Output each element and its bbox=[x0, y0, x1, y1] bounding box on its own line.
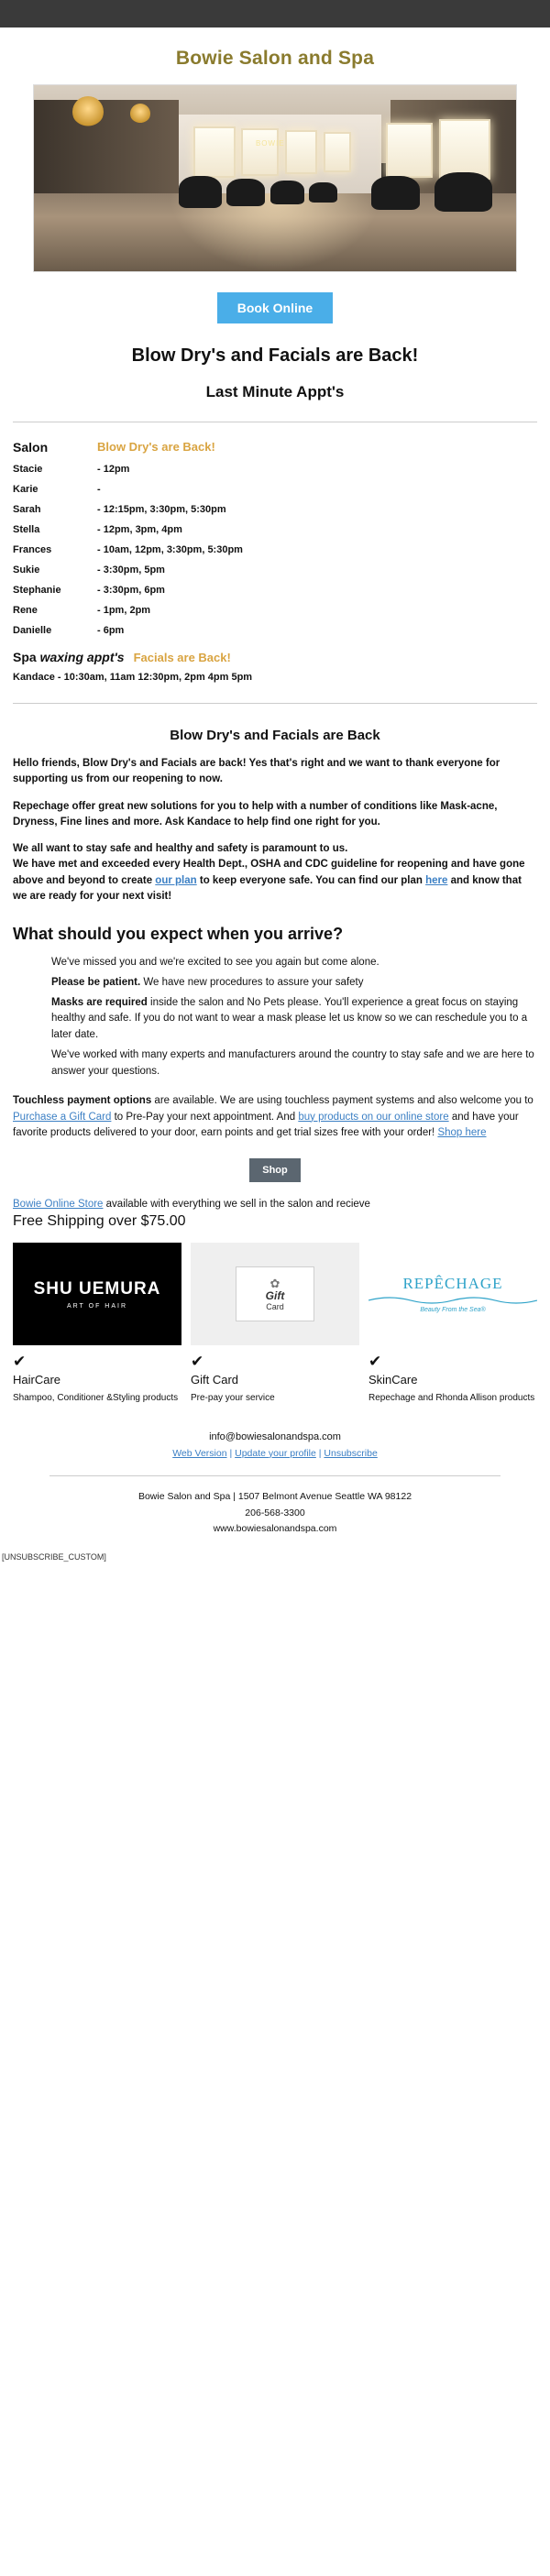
card-title: SkinCare bbox=[368, 1373, 418, 1387]
safety-line-1: We all want to stay safe and healthy and safety is paramount to us. bbox=[13, 843, 348, 854]
schedule-banner-blowdry: Blow Dry's are Back! bbox=[97, 440, 215, 454]
expect-line-4: We've worked with many experts and manufacturers around the country to stay safe and we are here to answer your questions. bbox=[51, 1049, 534, 1077]
stylist-name: Sukie bbox=[13, 565, 40, 575]
web-version-link[interactable]: Web Version bbox=[172, 1447, 227, 1459]
schedule-table bbox=[13, 435, 537, 641]
footer-divider bbox=[50, 1475, 500, 1476]
stylist-times: - 12pm, 3pm, 4pm bbox=[97, 524, 182, 535]
here-link[interactable]: here bbox=[425, 874, 448, 886]
spa-banner-facials: Facials are Back! bbox=[133, 651, 231, 664]
stylist-name: Stella bbox=[13, 524, 40, 535]
stylist-times: - 3:30pm, 6pm bbox=[97, 585, 165, 596]
free-shipping-text: Free Shipping over $75.00 bbox=[13, 1213, 186, 1230]
contact-email: info@bowiesalonandspa.com bbox=[209, 1431, 341, 1443]
book-online-button[interactable]: Book Online bbox=[217, 292, 333, 323]
table-row bbox=[13, 479, 537, 499]
stylist-name: Rene bbox=[13, 605, 38, 616]
expect-line-2-text: We have new procedures to assure your safety bbox=[140, 976, 364, 988]
gift-card-word-1: Gift bbox=[265, 1288, 285, 1302]
link-separator-1: | bbox=[229, 1447, 233, 1459]
card-desc: Shampoo, Conditioner &Styling products bbox=[13, 1393, 179, 1404]
stylist-times: - 6pm bbox=[97, 625, 125, 636]
salon-sign-text: BOWIE bbox=[255, 138, 285, 148]
table-row bbox=[13, 620, 537, 641]
section-heading: Blow Dry's and Facials are Back bbox=[170, 728, 380, 743]
repechage-logo bbox=[368, 1243, 537, 1345]
gift-card-image bbox=[191, 1243, 359, 1345]
unsubscribe-token: [UNSUBSCRIBE_CUSTOM] bbox=[0, 1543, 550, 1567]
stylist-name: Stephanie bbox=[13, 585, 61, 596]
expect-line-2 bbox=[51, 975, 537, 992]
book-online-row bbox=[13, 272, 537, 340]
table-row bbox=[13, 580, 537, 600]
paragraph-intro: Hello friends, Blow Dry's and Facials are back! Yes that's right and we want to thank everyone for supporting us from our reopening to now. bbox=[13, 758, 500, 785]
update-profile-link[interactable]: Update your profile bbox=[235, 1447, 316, 1459]
spa-label: Spa bbox=[13, 650, 40, 664]
masks-required-bold: Masks are required bbox=[51, 996, 148, 1008]
card-haircare bbox=[13, 1243, 182, 1405]
schedule-header-row bbox=[13, 435, 537, 459]
brand-title: Bowie Salon and Spa bbox=[175, 48, 375, 69]
stylist-times: - 12pm bbox=[97, 464, 130, 475]
stylist-name: Frances bbox=[13, 544, 52, 555]
table-row bbox=[13, 459, 537, 479]
stylist-times: - 12:15pm, 3:30pm, 5:30pm bbox=[97, 504, 226, 515]
table-row bbox=[13, 540, 537, 560]
table-row bbox=[13, 499, 537, 520]
be-patient-bold: Please be patient. bbox=[51, 976, 141, 988]
spa-schedule-row: Kandace - 10:30am, 11am 12:30pm, 2pm 4pm 5pm bbox=[13, 672, 253, 683]
email-body bbox=[0, 27, 550, 1543]
shu-uemura-tagline: ART OF HAIR bbox=[66, 1302, 128, 1310]
safety-line-2: We have met and exceeded every Health Dept., OSHA and CDC guideline for reopening and have gone above and beyond to create bbox=[13, 859, 525, 886]
bowie-online-store-link[interactable]: Bowie Online Store bbox=[13, 1199, 104, 1211]
repechage-wordmark: REPÊCHAGE bbox=[402, 1275, 503, 1293]
footer-phone: 206-568-3300 bbox=[245, 1507, 305, 1518]
stylist-times: - 10am, 12pm, 3:30pm, 5:30pm bbox=[97, 544, 243, 555]
repechage-tagline: Beauty From the Sea® bbox=[420, 1307, 486, 1314]
stylist-times: - bbox=[97, 484, 101, 495]
our-plan-link[interactable]: our plan bbox=[155, 874, 197, 886]
hero-wrapper bbox=[13, 84, 537, 272]
paragraph-repechage: Repechage offer great new solutions for you to help with a number of conditions like Mask-acne, Dryness, Fine lines and more. Ask Kandace to help find one right for you. bbox=[13, 800, 498, 828]
spa-section-title bbox=[13, 650, 537, 664]
shu-uemura-wordmark: SHU UEMURA bbox=[33, 1278, 161, 1299]
stylist-name: Sarah bbox=[13, 504, 41, 515]
spa-label-italic: waxing appt's bbox=[39, 650, 125, 664]
footer-address: Bowie Salon and Spa | 1507 Belmont Avenue Seattle WA 98122 bbox=[138, 1490, 412, 1502]
stylist-times: - 3:30pm, 5pm bbox=[97, 565, 165, 575]
online-store-link[interactable]: buy products on our online store bbox=[298, 1111, 449, 1123]
expect-line-3-text: inside the salon and No Pets please. You'll experience a great focus on staying healthy and safe. If you do not want to wear a mask please let us know so we can reschedule you to a later date. bbox=[51, 996, 528, 1041]
shu-uemura-logo bbox=[13, 1243, 182, 1345]
footer-website: www.bowiesalonandspa.com bbox=[213, 1523, 337, 1535]
table-row bbox=[13, 600, 537, 620]
product-cards bbox=[13, 1243, 537, 1405]
wave-icon bbox=[368, 1295, 537, 1304]
footer bbox=[13, 1405, 537, 1543]
schedule-col-salon: Salon bbox=[13, 440, 49, 455]
main-heading: Blow Dry's and Facials are Back! bbox=[131, 345, 419, 366]
touchless-paragraph bbox=[13, 1093, 537, 1142]
touchless-text-3: and have your favorite products delivered to your door, earn points and get trial sizes free with your order! bbox=[13, 1111, 519, 1139]
expect-line-3 bbox=[51, 995, 537, 1044]
table-row bbox=[13, 560, 537, 580]
card-title: Gift Card bbox=[191, 1373, 239, 1387]
expect-heading: What should you expect when you arrive? bbox=[13, 925, 344, 943]
stylist-name: Stacie bbox=[13, 464, 43, 475]
card-desc: Pre-pay your service bbox=[191, 1393, 275, 1404]
table-row bbox=[13, 520, 537, 540]
card-skincare bbox=[368, 1243, 537, 1405]
touchless-text-1: are available. We are using touchless payment systems and also welcome you to bbox=[151, 1094, 534, 1106]
stylist-name: Danielle bbox=[13, 625, 52, 636]
safety-line-3: to keep everyone safe. You can find our plan bbox=[196, 874, 426, 886]
sub-heading: Last Minute Appt's bbox=[205, 383, 345, 400]
link-separator-2: | bbox=[318, 1447, 322, 1459]
store-line-text: available with everything we sell in the salon and recieve bbox=[103, 1199, 370, 1211]
expect-line-1: We've missed you and we're excited to see you again but come alone. bbox=[51, 957, 380, 968]
safety-line-4: and know that we are ready for your next visit! bbox=[13, 874, 522, 902]
touchless-bold: Touchless payment options bbox=[13, 1094, 152, 1106]
card-giftcard bbox=[191, 1243, 359, 1405]
unsubscribe-link[interactable]: Unsubscribe bbox=[324, 1447, 378, 1459]
gift-bow-icon: ✿ bbox=[270, 1276, 280, 1290]
paragraph-safety bbox=[13, 841, 537, 904]
stylist-name: Karie bbox=[13, 484, 38, 495]
salon-interior-photo bbox=[33, 84, 517, 272]
shop-button[interactable]: Shop bbox=[249, 1158, 301, 1182]
expect-list bbox=[51, 955, 537, 1080]
stylist-times: - 1pm, 2pm bbox=[97, 605, 151, 616]
card-desc: Repechage and Rhonda Allison products bbox=[368, 1393, 535, 1404]
card-title: HairCare bbox=[13, 1373, 61, 1387]
shop-button-row bbox=[13, 1142, 537, 1191]
top-bar bbox=[0, 0, 550, 27]
store-line bbox=[13, 1199, 537, 1210]
gift-card-word-2: Card bbox=[266, 1301, 284, 1311]
check-icon: ✔ bbox=[368, 1353, 382, 1371]
purchase-gift-card-link[interactable]: Purchase a Gift Card bbox=[13, 1111, 112, 1123]
check-icon: ✔ bbox=[13, 1353, 27, 1371]
touchless-text-2: to Pre-Pay your next appointment. And bbox=[111, 1111, 299, 1123]
check-icon: ✔ bbox=[191, 1353, 204, 1371]
footer-links bbox=[13, 1446, 537, 1463]
shop-here-link[interactable]: Shop here bbox=[437, 1127, 487, 1139]
divider-2 bbox=[13, 703, 537, 704]
